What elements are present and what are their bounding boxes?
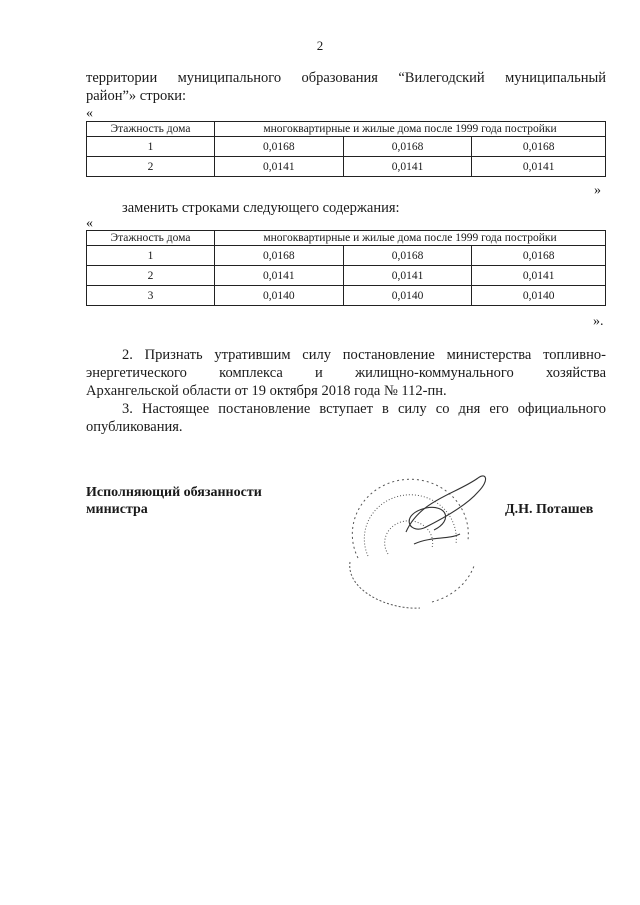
header-buildings: многоквартирные и жилые дома после 1999 года постройки <box>214 231 605 246</box>
table-cell: 0,0140 <box>214 286 343 306</box>
table-cell: 0,0141 <box>343 266 472 286</box>
table-cell: 0,0168 <box>214 246 343 266</box>
page-number: 2 <box>316 38 324 53</box>
table-cell: 0,0141 <box>214 157 343 177</box>
para2-line-2 <box>86 365 606 382</box>
table-new-rows <box>86 230 606 306</box>
close-quote-1: » <box>594 183 601 198</box>
close-quote-2: ». <box>593 314 604 329</box>
signatory-name: Д.Н. Поташев <box>505 502 594 517</box>
table-original-rows <box>86 121 606 177</box>
table-cell: 0,0141 <box>214 266 343 286</box>
table-cell: 0,0168 <box>472 246 606 266</box>
para3-line-2: опубликования. <box>86 419 183 435</box>
table-header-row <box>87 231 606 246</box>
intro-word: муниципальный <box>505 70 606 86</box>
table-cell: 0,0168 <box>214 137 343 157</box>
intro-line-2: район”» строки: <box>86 88 187 104</box>
table-cell: 1 <box>87 246 215 266</box>
table-cell: 0,0168 <box>343 246 472 266</box>
table-cell: 0,0141 <box>472 266 606 286</box>
official-stamp-seal <box>328 470 498 620</box>
table-cell: 3 <box>87 286 215 306</box>
table-cell: 0,0141 <box>472 157 606 177</box>
table-cell: 1 <box>87 137 215 157</box>
table-cell: 0,0168 <box>472 137 606 157</box>
table-row <box>87 157 606 177</box>
para2-line-3: Архангельской области от 19 октября 2018 года № 112-пн. <box>86 383 447 399</box>
intro-word: образования <box>301 70 378 86</box>
open-quote-1: « <box>86 106 93 121</box>
table-header-row <box>87 122 606 137</box>
table-cell: 0,0168 <box>343 137 472 157</box>
header-floors: Этажность дома <box>87 231 215 246</box>
table-row <box>87 266 606 286</box>
table-cell: 2 <box>87 266 215 286</box>
header-buildings: многоквартирные и жилые дома после 1999 года постройки <box>214 122 605 137</box>
table-row <box>87 137 606 157</box>
para2-word: энергетического <box>86 365 187 381</box>
table-cell: 0,0140 <box>343 286 472 306</box>
para2-line-1: 2. Признать утратившим силу постановление министерства топливно- <box>122 347 606 363</box>
intro-word: “Вилегодский <box>398 70 485 86</box>
table-cell: 0,0141 <box>343 157 472 177</box>
signature-title-line-1: Исполняющий обязанности <box>86 485 262 500</box>
table-cell: 0,0140 <box>472 286 606 306</box>
para2-word: комплекса <box>219 365 283 381</box>
intro-word: территории <box>86 70 158 86</box>
replace-text: заменить строками следующего содержания: <box>122 200 400 216</box>
table-row <box>87 286 606 306</box>
para3-line-1: 3. Настоящее постановление вступает в силу со дня его официального <box>122 401 606 417</box>
intro-line-1 <box>86 70 606 87</box>
table-row <box>87 246 606 266</box>
table-cell: 2 <box>87 157 215 177</box>
open-quote-2: « <box>86 216 93 231</box>
intro-word: муниципального <box>177 70 282 86</box>
para2-word: и <box>315 365 323 381</box>
signature-title-line-2: министра <box>86 502 148 517</box>
para2-word: хозяйства <box>546 365 606 381</box>
para2-word: жилищно-коммунального <box>355 365 514 381</box>
header-floors: Этажность дома <box>87 122 215 137</box>
